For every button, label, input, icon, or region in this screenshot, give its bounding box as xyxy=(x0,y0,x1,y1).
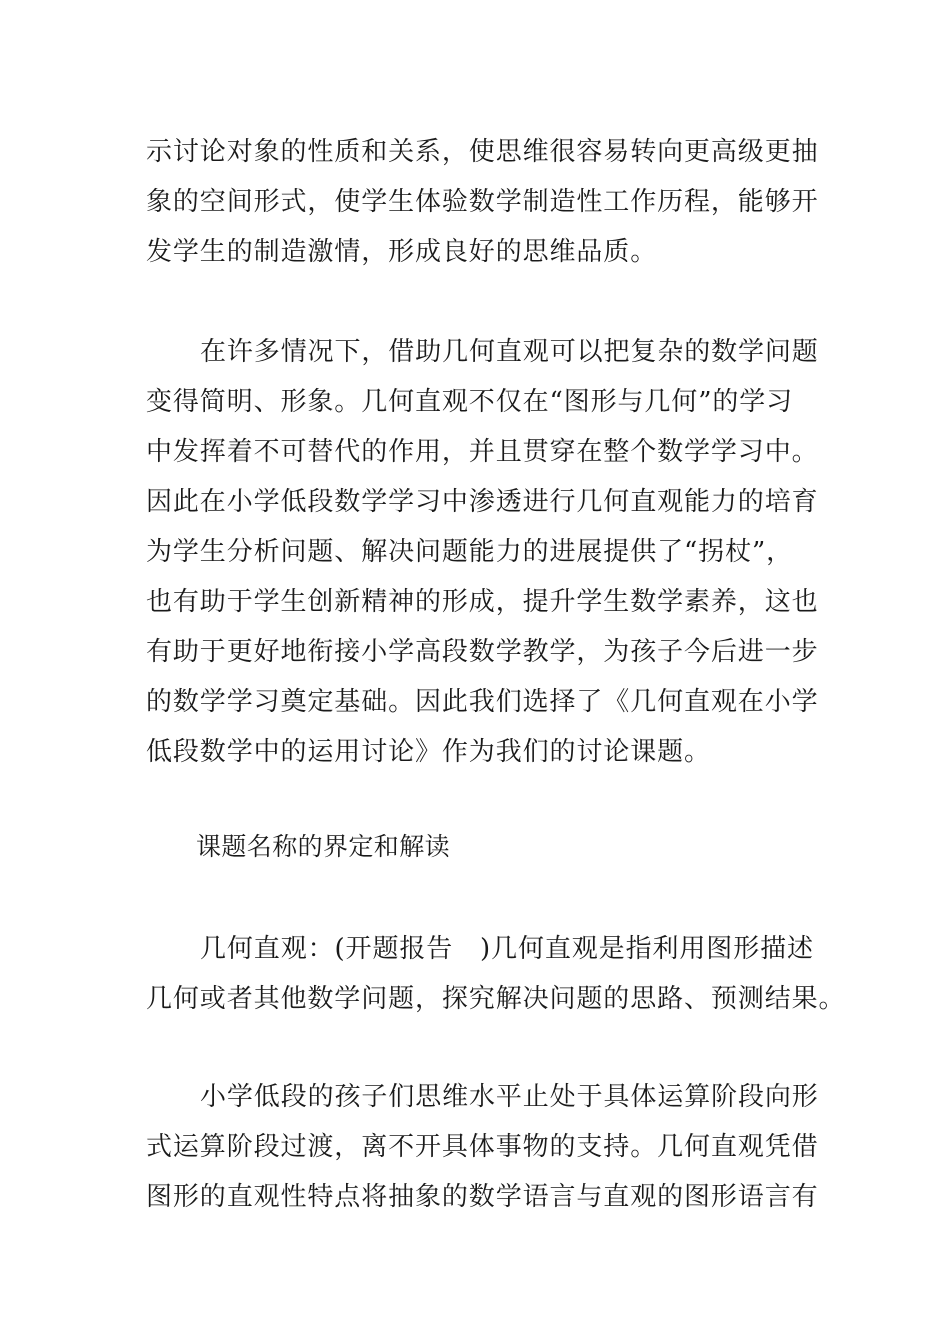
text-line: 几何直观：(开题报告 )几何直观是指利用图形描述 xyxy=(200,934,814,964)
text-line: 的数学学习奠定基础。因此我们选择了《几何直观在小学 xyxy=(146,687,819,717)
text-line: 在许多情况下，借助几何直观可以把复杂的数学问题 xyxy=(200,337,819,367)
text-line: 小学低段的孩子们思维水平止处于具体运算阶段向形 xyxy=(200,1082,819,1112)
text-line: 有助于更好地衔接小学高段数学教学，为孩子今后进一步 xyxy=(146,637,819,667)
text-line: 为学生分析问题、解决问题能力的进展提供了“拐杖”， xyxy=(146,537,794,567)
text-line: 低段数学中的运用讨论》作为我们的讨论课题。 xyxy=(146,737,711,767)
text-line: 也有助于学生创新精神的形成，提升学生数学素养，这也 xyxy=(146,587,819,617)
text-line: 因此在小学低段数学学习中渗透进行几何直观能力的培育 xyxy=(146,487,819,517)
text-line: 示讨论对象的性质和关系，使思维很容易转向更高级更抽 xyxy=(146,137,819,167)
text-line: 图形的直观性特点将抽象的数学语言与直观的图形语言有 xyxy=(146,1182,819,1212)
text-line: 发学生的制造激情，形成良好的思维品质。 xyxy=(146,237,658,267)
heading-text: 课题名称的界定和解读 xyxy=(196,832,451,861)
text-line: 式运算阶段过渡，离不开具体事物的支持。几何直观凭借 xyxy=(146,1132,819,1162)
text-line: 中发挥着不可替代的作用，并且贯穿在整个数学学习中。 xyxy=(146,437,819,467)
text-line: 象的空间形式，使学生体验数学制造性工作历程，能够开 xyxy=(146,187,819,217)
text-line: 几何或者其他数学问题，探究解决问题的思路、预测结果。 xyxy=(146,984,846,1014)
text-line: 变得简明、形象。几何直观不仅在“图形与几何”的学习 xyxy=(146,387,794,417)
